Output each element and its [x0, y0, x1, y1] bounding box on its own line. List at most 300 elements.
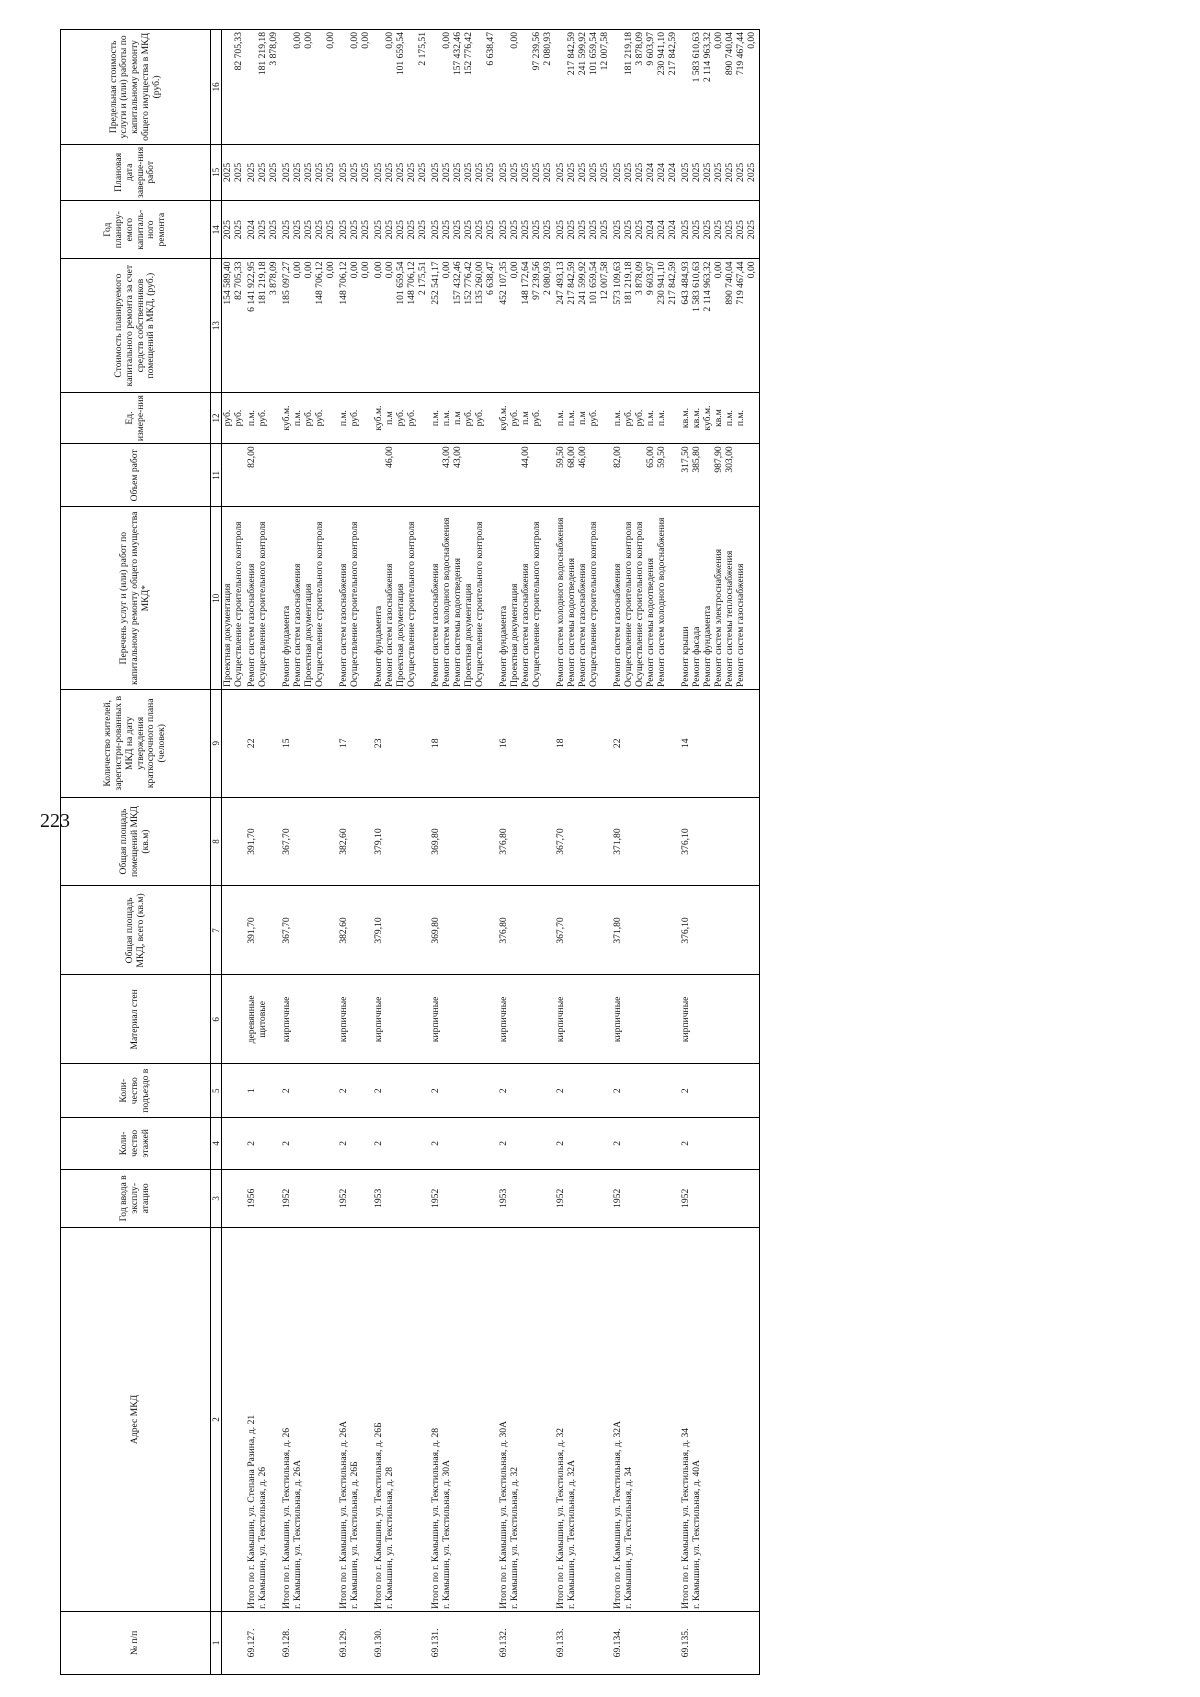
limit-cost — [498, 30, 555, 145]
limit-cost-line: 0,00 — [713, 32, 725, 49]
repair-year-line: 2025 — [338, 220, 350, 240]
completion-date-line: 2025 — [430, 162, 442, 182]
table-row — [555, 30, 612, 1675]
repair-year-line: 2025 — [566, 220, 578, 240]
planned-cost-line: 181 219,18 — [623, 261, 635, 305]
work-volume-line: 987,90 — [713, 446, 725, 473]
planned-cost-line: 157 432,46 — [452, 261, 464, 305]
repair-year-line: 2025 — [373, 220, 385, 240]
repair-year-line: 2025 — [281, 220, 293, 240]
measure-unit-line: руб. — [634, 409, 646, 427]
repair-year-line: 2025 — [713, 220, 725, 240]
planned-cost — [612, 259, 680, 392]
measure-unit-line: п.м — [520, 411, 532, 425]
table-row — [498, 30, 555, 1675]
repair-year-line: 2025 — [441, 220, 453, 240]
repair-year-line: 2025 — [680, 220, 692, 240]
measure-unit-line: руб. — [349, 409, 361, 427]
total-area: 376,80 — [498, 886, 555, 975]
limit-cost-line: 0,00 — [441, 32, 453, 49]
commission-year: 1952 — [430, 1169, 498, 1227]
repair-year-line: 2025 — [555, 220, 567, 240]
header-cell: Перечень услуг и (или) работ по капитальному ремонту общего имущества МКД* — [61, 507, 211, 690]
mkd-address — [612, 1228, 680, 1612]
wall-material: кирпичные — [430, 975, 498, 1064]
measure-unit-line: п.м. — [292, 410, 304, 427]
completion-date-line: 2025 — [485, 162, 497, 182]
limit-cost-line: 97 239,56 — [531, 32, 543, 71]
mkd-number — [222, 1611, 247, 1674]
entrance-count: 2 — [338, 1064, 373, 1118]
completion-date-line: 2025 — [417, 162, 429, 182]
mkd-address-line: г. Камышин, ул. Текстильная, д. 34 — [623, 1466, 635, 1609]
header-cell: Стоимость планируемого капитального ремонта за счет средств собственников помещений в МКД, (руб.) — [61, 259, 211, 392]
total-area: 367,70 — [555, 886, 612, 975]
completion-date-line: 2025 — [612, 162, 624, 182]
works-list-line: Ремонт систем холодного водоснабжения — [555, 517, 567, 687]
planned-cost-line: 9 603,97 — [645, 261, 657, 296]
measure-unit-line: п.м. — [645, 410, 657, 427]
commission-year: 1952 — [281, 1169, 338, 1227]
work-volume-line: 82,00 — [612, 446, 624, 468]
mkd-address-line: г. Камышин, ул. Текстильная, д. 40А — [691, 1459, 703, 1609]
completion-date — [338, 144, 373, 200]
wall-material: кирпичные — [555, 975, 612, 1064]
measure-unit-line: руб. — [623, 409, 635, 427]
work-volume-line: 65,00 — [645, 446, 657, 468]
mkd-address-line: Итого по г. Камышин, ул. Текстильная, д. 34 — [680, 1427, 692, 1609]
header-cell: Общая площадь помещений МКД (кв.м) — [61, 797, 211, 886]
planned-cost-line: 6 638,47 — [485, 261, 497, 296]
header-row — [61, 30, 211, 1675]
entrance-count: 2 — [498, 1064, 555, 1118]
completion-date — [498, 144, 555, 200]
planned-cost — [222, 259, 247, 392]
repair-year-line: 2025 — [724, 220, 736, 240]
total-area: 376,10 — [680, 886, 760, 975]
completion-date-line: 2025 — [233, 162, 245, 182]
repair-year-line: 2025 — [452, 220, 464, 240]
limit-cost — [338, 30, 373, 145]
work-volume-line: 43,00 — [452, 446, 464, 468]
column-number: 4 — [211, 1118, 222, 1169]
entrance-count: 2 — [430, 1064, 498, 1118]
table-row — [430, 30, 498, 1675]
work-volume-line: 44,00 — [520, 446, 532, 468]
repair-year-line: 2025 — [623, 220, 635, 240]
floor-count: 2 — [246, 1118, 281, 1169]
limit-cost-line: 3 878,09 — [634, 32, 646, 66]
completion-date-line: 2025 — [566, 162, 578, 182]
measure-unit-line: куб.м. — [281, 405, 293, 431]
measure-unit — [555, 392, 612, 443]
repair-year-line: 2025 — [735, 220, 747, 240]
measure-unit-line: п.м. — [338, 410, 350, 427]
planned-cost-line: 0,00 — [325, 261, 337, 279]
limit-cost — [222, 30, 247, 145]
completion-date-line: 2025 — [384, 162, 396, 182]
total-area: 369,80 — [430, 886, 498, 975]
work-volume — [555, 444, 612, 507]
column-number: 15 — [211, 144, 222, 200]
limit-cost-line: 0,00 — [292, 32, 304, 49]
planned-cost — [680, 259, 760, 392]
limit-cost — [612, 30, 680, 145]
completion-date-line: 2025 — [222, 162, 234, 182]
table-body — [222, 30, 760, 1675]
planned-cost — [430, 259, 498, 392]
works-list-line: Ремонт систем газоснабжения — [246, 563, 258, 687]
column-number: 6 — [211, 975, 222, 1064]
measure-unit — [222, 392, 247, 443]
header-cell: Год ввода в эксплу-атацию — [61, 1169, 211, 1227]
repair-year-line: 2025 — [485, 220, 497, 240]
premises-area: 391,70 — [246, 797, 281, 886]
premises-area: 367,70 — [555, 797, 612, 886]
limit-cost-line: 2 080,93 — [542, 32, 554, 66]
premises-area: 379,10 — [373, 797, 430, 886]
completion-date-line: 2025 — [257, 162, 269, 182]
completion-date-line: 2025 — [292, 162, 304, 182]
resident-count: 18 — [430, 689, 498, 797]
mkd-number: 69.133. — [555, 1611, 612, 1674]
planned-cost-line: 2 080,93 — [542, 261, 554, 296]
mkd-address-line: Итого по г. Камышин, ул. Текстильная, д. 26 — [281, 1427, 293, 1609]
works-list-line: Ремонт систем газоснабжения — [292, 563, 304, 687]
header-cell: Количество жителей, зарегистри-рованных в МКД на дату утверждения краткосрочного плана (человек) — [61, 689, 211, 797]
commission-year: 1952 — [338, 1169, 373, 1227]
completion-date-line: 2025 — [623, 162, 635, 182]
entrance-count: 2 — [680, 1064, 760, 1118]
works-list — [430, 507, 498, 690]
repair-year-line: 2024 — [246, 220, 258, 240]
work-volume-line: 59,50 — [555, 446, 567, 468]
limit-cost-line: 241 599,92 — [577, 32, 589, 76]
works-list-line: Ремонт систем газоснабжения — [577, 563, 589, 687]
repair-year — [246, 200, 281, 258]
table-row — [338, 30, 373, 1675]
capital-repair-table — [60, 29, 760, 1675]
limit-cost-line: 82 705,33 — [233, 32, 245, 71]
page-number: 223 — [40, 810, 70, 832]
repair-year-line: 2025 — [233, 220, 245, 240]
repair-year — [612, 200, 680, 258]
mkd-number: 69.135. — [680, 1611, 760, 1674]
planned-cost-line: 1 583 610,63 — [691, 261, 703, 312]
works-list-line: Ремонт систем газоснабжения — [338, 563, 350, 687]
measure-unit-line: п.м. — [555, 410, 567, 427]
completion-date — [555, 144, 612, 200]
planned-cost-line: 0,00 — [746, 261, 758, 279]
floor-count: 2 — [373, 1118, 430, 1169]
works-list-line: Проектная документация — [303, 583, 315, 687]
planned-cost-line: 154 589,40 — [222, 261, 234, 305]
works-list-line: Ремонт системы водоотведения — [566, 557, 578, 687]
repair-year-line: 2025 — [292, 220, 304, 240]
works-list — [338, 507, 373, 690]
works-list-line: Ремонт систем газоснабжения — [735, 563, 747, 687]
header-cell: Адрес МКД — [61, 1228, 211, 1612]
repair-year-line: 2025 — [384, 220, 396, 240]
works-list-line: Осуществление строительного контроля — [634, 521, 646, 687]
mkd-address — [373, 1228, 430, 1612]
planned-cost-line: 241 599,92 — [577, 261, 589, 305]
works-list-line: Ремонт фундамента — [281, 605, 293, 687]
planned-cost-line: 82 705,33 — [233, 261, 245, 300]
table-row — [281, 30, 338, 1675]
repair-year-line: 2025 — [222, 220, 234, 240]
works-list — [498, 507, 555, 690]
wall-material: кирпичные — [281, 975, 338, 1064]
mkd-address-line: г. Камышин, ул. Текстильная, д. 30А — [441, 1459, 453, 1609]
completion-date-line: 2025 — [702, 162, 714, 182]
floor-count: 2 — [338, 1118, 373, 1169]
table-row — [373, 30, 430, 1675]
total-area: 379,10 — [373, 886, 430, 975]
measure-unit — [498, 392, 555, 443]
works-list-line: Ремонт систем газоснабжения — [430, 563, 442, 687]
works-list-line: Ремонт систем электроснабжения — [713, 548, 725, 687]
planned-cost-line: 2 175,51 — [417, 261, 429, 296]
works-list-line: Проектная документация — [222, 583, 234, 687]
works-list-line: Ремонт крыши — [680, 626, 692, 687]
works-list-line: Осуществление строительного контроля — [257, 521, 269, 687]
planned-cost-line: 6 141 922,95 — [246, 261, 258, 312]
work-volume-line: 46,00 — [577, 446, 589, 468]
mkd-number: 69.128. — [281, 1611, 338, 1674]
column-number-row — [211, 30, 222, 1675]
wall-material: кирпичные — [338, 975, 373, 1064]
limit-cost — [555, 30, 612, 145]
entrance-count — [222, 1064, 247, 1118]
completion-date-line: 2025 — [395, 162, 407, 182]
limit-cost-line: 3 878,09 — [268, 32, 280, 66]
work-volume-line: 317,50 — [680, 446, 692, 473]
measure-unit-line: п.м. — [735, 410, 747, 427]
planned-cost-line: 152 776,42 — [463, 261, 475, 305]
completion-date-line: 2025 — [713, 162, 725, 182]
resident-count: 22 — [246, 689, 281, 797]
measure-unit — [246, 392, 281, 443]
measure-unit — [338, 392, 373, 443]
work-volume-line: 68,00 — [566, 446, 578, 468]
resident-count — [222, 689, 247, 797]
resident-count: 17 — [338, 689, 373, 797]
measure-unit-line: руб. — [406, 409, 418, 427]
planned-cost-line: 643 484,93 — [680, 261, 692, 305]
header-cell: Коли-чество этажей — [61, 1118, 211, 1169]
planned-cost — [498, 259, 555, 392]
mkd-address — [338, 1228, 373, 1612]
planned-cost-line: 101 659,54 — [588, 261, 600, 305]
measure-unit — [430, 392, 498, 443]
mkd-address — [680, 1228, 760, 1612]
measure-unit-line: п.м. — [724, 410, 736, 427]
planned-cost-line: 252 541,17 — [430, 261, 442, 305]
completion-date-line: 2025 — [373, 162, 385, 182]
work-volume-line: 43,00 — [441, 446, 453, 468]
mkd-number: 69.127. — [246, 1611, 281, 1674]
measure-unit-line: руб. — [303, 409, 315, 427]
column-number: 11 — [211, 444, 222, 507]
planned-cost-line: 101 659,54 — [395, 261, 407, 305]
mkd-address-line: Итого по г. Камышин, ул. Текстильная, д. 28 — [430, 1427, 442, 1609]
completion-date — [222, 144, 247, 200]
limit-cost-line: 1 583 610,63 — [691, 32, 703, 83]
completion-date-line: 2025 — [314, 162, 326, 182]
header-cell: Объем работ — [61, 444, 211, 507]
mkd-number: 69.134. — [612, 1611, 680, 1674]
measure-unit — [373, 392, 430, 443]
commission-year: 1952 — [555, 1169, 612, 1227]
repair-year-line: 2025 — [691, 220, 703, 240]
total-area: 391,70 — [246, 886, 281, 975]
mkd-address — [281, 1228, 338, 1612]
measure-unit — [680, 392, 760, 443]
completion-date-line: 2025 — [588, 162, 600, 182]
column-number: 10 — [211, 507, 222, 690]
completion-date-line: 2025 — [349, 162, 361, 182]
completion-date-line: 2025 — [338, 162, 350, 182]
repair-year-line: 2025 — [257, 220, 269, 240]
completion-date-line: 2025 — [634, 162, 646, 182]
total-area: 382,60 — [338, 886, 373, 975]
floor-count — [222, 1118, 247, 1169]
work-volume — [222, 444, 247, 507]
completion-date-line: 2025 — [303, 162, 315, 182]
floor-count: 2 — [430, 1118, 498, 1169]
wall-material: деревянные щитовые — [246, 975, 281, 1064]
mkd-address-line: Итого по г. Камышин, ул. Текстильная, д. 26А — [338, 1420, 350, 1609]
resident-count: 18 — [555, 689, 612, 797]
repair-year — [555, 200, 612, 258]
measure-unit-line: руб. — [588, 409, 600, 427]
repair-year-line: 2025 — [612, 220, 624, 240]
completion-date-line: 2025 — [281, 162, 293, 182]
limit-cost-line: 217 842,59 — [566, 32, 578, 76]
works-list-line: Ремонт системы теплоснабжения — [724, 550, 736, 687]
repair-year-line: 2025 — [268, 220, 280, 240]
resident-count: 22 — [612, 689, 680, 797]
planned-cost-line: 890 740,04 — [724, 261, 736, 305]
works-list-line: Ремонт систем газоснабжения — [520, 563, 532, 687]
repair-year-line: 2025 — [531, 220, 543, 240]
repair-year-line: 2025 — [746, 220, 758, 240]
repair-year-line: 2025 — [588, 220, 600, 240]
repair-year-line: 2024 — [645, 220, 657, 240]
measure-unit-line: руб. — [509, 409, 521, 427]
measure-unit — [612, 392, 680, 443]
limit-cost — [373, 30, 430, 145]
repair-year-line: 2025 — [542, 220, 554, 240]
measure-unit-line: куб.м. — [702, 405, 714, 431]
completion-date-line: 2025 — [520, 162, 532, 182]
completion-date-line: 2025 — [691, 162, 703, 182]
works-list — [373, 507, 430, 690]
limit-cost-line: 0,00 — [349, 32, 361, 49]
work-volume — [430, 444, 498, 507]
planned-cost — [246, 259, 281, 392]
completion-date-line: 2025 — [555, 162, 567, 182]
completion-date-line: 2024 — [656, 162, 668, 182]
works-list-line: Ремонт фасада — [691, 626, 703, 687]
repair-year-line: 2025 — [702, 220, 714, 240]
planned-cost-line: 230 941,10 — [656, 261, 668, 305]
works-list-line: Проектная документация — [463, 583, 475, 687]
completion-date-line: 2025 — [746, 162, 758, 182]
planned-cost — [338, 259, 373, 392]
works-list-line: Ремонт систем газоснабжения — [384, 563, 396, 687]
entrance-count: 1 — [246, 1064, 281, 1118]
repair-year-line: 2025 — [634, 220, 646, 240]
floor-count: 2 — [281, 1118, 338, 1169]
repair-year-line: 2025 — [463, 220, 475, 240]
repair-year — [373, 200, 430, 258]
premises-area — [222, 797, 247, 886]
work-volume-line: 303,00 — [724, 446, 736, 473]
works-list-line: Осуществление строительного контроля — [588, 521, 600, 687]
limit-cost-line: 719 467,44 — [735, 32, 747, 76]
completion-date-line: 2025 — [724, 162, 736, 182]
mkd-address-line: г. Камышин, ул. Текстильная, д. 26 — [257, 1466, 269, 1609]
works-list — [555, 507, 612, 690]
mkd-address — [498, 1228, 555, 1612]
planned-cost-line: 573 109,63 — [612, 261, 624, 305]
measure-unit-line: п.м — [577, 411, 589, 425]
works-list-line: Осуществление строительного контроля — [349, 521, 361, 687]
repair-year-line: 2025 — [509, 220, 521, 240]
work-volume-line — [499, 446, 510, 504]
resident-count: 16 — [498, 689, 555, 797]
header-cell: Общая площадь МКД, всего (кв.м) — [61, 886, 211, 975]
limit-cost — [680, 30, 760, 145]
repair-year-line: 2025 — [520, 220, 532, 240]
total-area: 367,70 — [281, 886, 338, 975]
wall-material: кирпичные — [612, 975, 680, 1064]
limit-cost-line: 9 603,97 — [645, 32, 657, 66]
header-cell: Материал стен — [61, 975, 211, 1064]
entrance-count: 2 — [373, 1064, 430, 1118]
limit-cost-line: 181 219,18 — [623, 32, 635, 76]
limit-cost-line: 2 175,51 — [417, 32, 429, 66]
mkd-address — [430, 1228, 498, 1612]
planned-cost-line: 148 706,12 — [338, 261, 350, 305]
mkd-number: 69.132. — [498, 1611, 555, 1674]
measure-unit-line: руб. — [314, 409, 326, 427]
completion-date — [246, 144, 281, 200]
column-number: 8 — [211, 797, 222, 886]
planned-cost-line: 0,00 — [349, 261, 361, 279]
measure-unit-line: руб. — [222, 409, 234, 427]
planned-cost-line: 3 878,09 — [268, 261, 280, 296]
limit-cost-line: 890 740,04 — [724, 32, 736, 76]
planned-cost-line: 217 842,59 — [667, 261, 679, 305]
measure-unit-line: руб. — [531, 409, 543, 427]
measure-unit-line: п.м. — [566, 410, 578, 427]
planned-cost-line: 217 842,59 — [566, 261, 578, 305]
completion-date-line: 2025 — [735, 162, 747, 182]
repair-year-line: 2025 — [430, 220, 442, 240]
measure-unit-line: кв.м. — [691, 408, 703, 429]
repair-year — [680, 200, 760, 258]
measure-unit — [281, 392, 338, 443]
planned-cost-line: 181 219,18 — [257, 261, 269, 305]
repair-year — [222, 200, 247, 258]
completion-date-line: 2025 — [441, 162, 453, 182]
completion-date-line: 2025 — [599, 162, 611, 182]
mkd-address-line: Итого по г. Камышин, ул. Текстильная, д. 32А — [612, 1420, 624, 1609]
rotated-page — [60, 29, 1150, 1675]
